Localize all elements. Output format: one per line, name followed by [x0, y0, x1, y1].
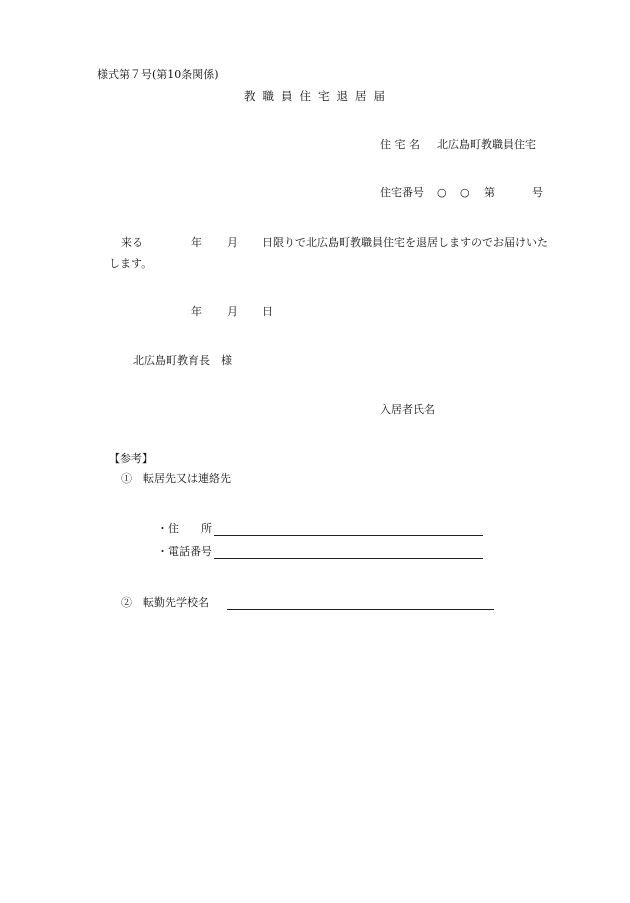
housing-name-value: 北広島町教職員住宅 — [437, 138, 536, 151]
body-text-line-2: します。 — [109, 257, 153, 270]
housing-number-go: 号 — [532, 186, 543, 199]
date-month: 月 — [227, 305, 238, 318]
address-underline — [214, 535, 483, 536]
phone-label: ・電話番号 — [157, 545, 212, 558]
addressee: 北広島町教育長 様 — [133, 354, 232, 367]
date-year: 年 — [191, 305, 202, 318]
body-kitaru: 来る — [121, 236, 143, 249]
housing-number-dai: 第 — [484, 186, 495, 199]
body-text-line-1: 日限りで北広島町教職員住宅を退居しますのでお届けいた — [262, 236, 548, 249]
resident-name-label: 入居者氏名 — [380, 403, 435, 416]
school-name-underline — [227, 609, 494, 610]
body-year: 年 — [191, 236, 202, 249]
reference-heading: 【参考】 — [109, 452, 153, 465]
address-label: ・住 所 — [157, 522, 212, 535]
reference-item-2: ② 転勤先学校名 — [121, 596, 209, 609]
reference-item-1: ① 転居先又は連絡先 — [121, 472, 231, 485]
housing-number-label: 住宅番号 — [380, 186, 424, 199]
phone-underline — [214, 558, 483, 559]
date-day: 日 — [262, 305, 273, 318]
housing-name-label: 住 宅 名 — [380, 138, 420, 151]
housing-number-mark-2: ○ — [460, 186, 470, 199]
housing-number-mark-1: ○ — [437, 186, 447, 199]
form-number: 様式第７号(第10条関係) — [97, 68, 219, 81]
document-title: 教職員住宅退居届 — [244, 89, 392, 103]
body-month: 月 — [227, 236, 238, 249]
